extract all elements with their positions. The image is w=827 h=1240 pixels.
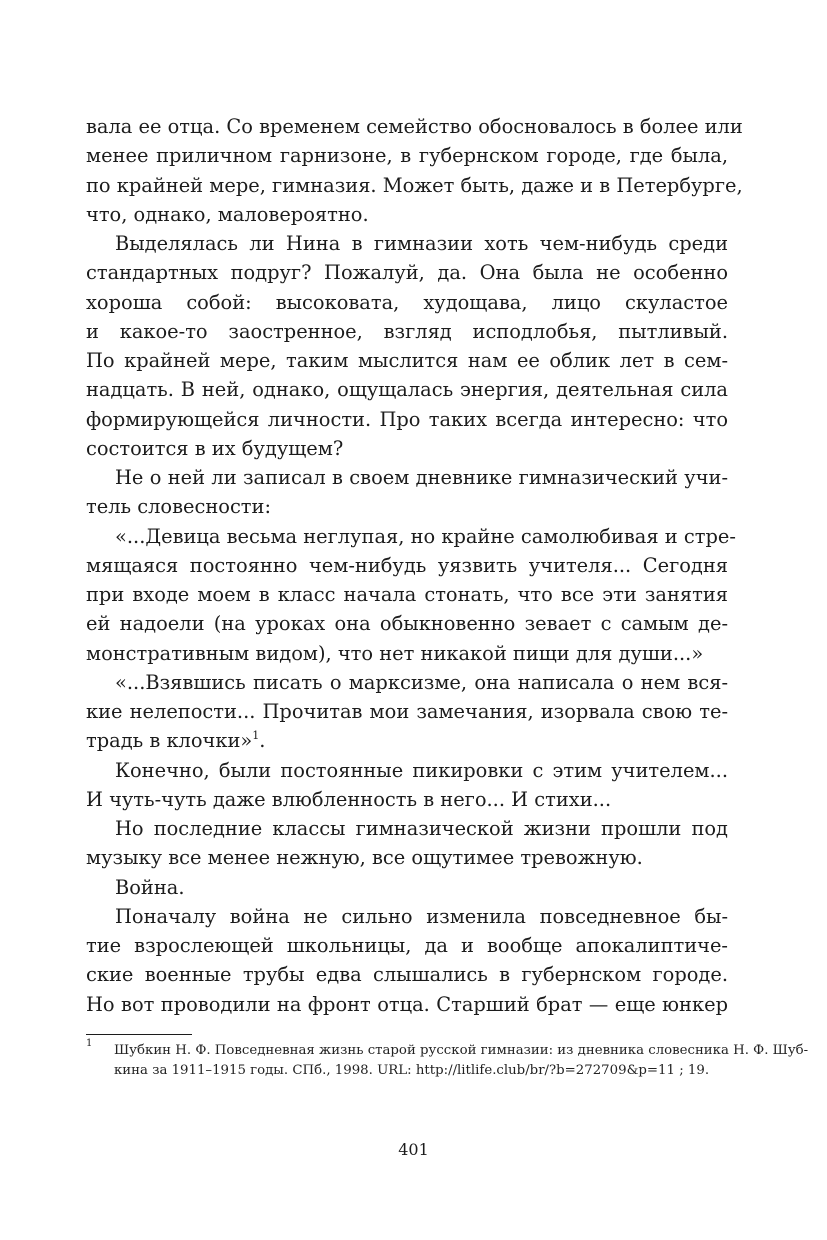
text-line: ские военные трубы едва слышались в губернском городе. — [86, 963, 728, 987]
text-line: состоится в их будущем? — [86, 436, 344, 460]
footnote-mark: 1 — [86, 1038, 93, 1049]
text-line: кие нелепости... Прочитав мои замечания, изорвала свою те- — [86, 700, 728, 723]
footnote-reference[interactable]: 1 — [252, 729, 260, 743]
main-text — [86, 112, 743, 1019]
text-line: Не о ней ли записал в своем дневнике гимназический учи- — [115, 466, 728, 489]
text-line: что, однако, маловероятно. — [86, 202, 369, 226]
text-line: «...Взявшись писать о марксизме, она написала о нем вся- — [115, 670, 728, 694]
text-line: при входе моем в класс начала стонать, что все эти занятия — [86, 583, 728, 606]
text-line: «...Девица весьма неглупая, но крайне самолюбивая и стре- — [115, 524, 736, 548]
text-line: мящаяся постоянно чем-нибудь уязвить учителя... Сегодня — [86, 553, 728, 577]
text-line: стандартных подруг? Пожалуй, да. Она была не особенно — [86, 261, 728, 285]
text-line: Конечно, были постоянные пикировки с этим учителем... — [115, 758, 728, 782]
text-line: и какое-то заостренное, взгляд исподлобья, пытливый. — [86, 319, 728, 343]
text-fragment: традь в клочки» — [86, 729, 253, 753]
text-line: Поначалу война не сильно изменила повседневное бы- — [115, 904, 728, 928]
text-line: по крайней мере, гимназия. Может быть, даже и в Петербурге, — [86, 173, 743, 197]
text-line: И чуть-чуть даже влюбленность в него... И стихи... — [86, 787, 612, 811]
footnote-divider — [86, 1034, 192, 1035]
text-line: По крайней мере, таким мыслится нам ее облик лет в сем- — [86, 349, 728, 372]
text-line-with-footnote-ref — [86, 726, 728, 755]
text-fragment: . — [259, 729, 266, 753]
text-line: вала ее отца. Со временем семейство обосновалось в более или — [86, 115, 743, 138]
text-line: монстративным видом), что нет никакой пищи для души...» — [86, 641, 704, 665]
text-line: надцать. В ней, однако, ощущалась энергия, деятельная сила — [86, 378, 728, 402]
text-line: хороша собой: высоковата, худощава, лицо скуластое — [86, 290, 728, 314]
footnote — [86, 1038, 809, 1081]
footnote-line: кина за 1911–1915 годы. СПб., 1998. URL: http://litlife.club/br/?b=272709&p=11 ; 19. — [114, 1063, 710, 1078]
text-line: музыку все менее нежную, все ощутимее тревожную. — [86, 846, 643, 870]
page-number: 401 — [398, 1140, 429, 1159]
text-line: Но последние классы гимназической жизни прошли под — [115, 817, 728, 840]
text-line: тие взрослеющей школьницы, да и вообще апокалиптиче- — [86, 934, 728, 957]
footnote-line: Шубкин Н. Ф. Повседневная жизнь старой русской гимназии: из дневника словесника Н. Ф. Шуб- — [114, 1043, 809, 1058]
text-line: Но вот проводили на фронт отца. Старший брат — еще юнкер — [86, 992, 728, 1016]
text-line: Война. — [115, 875, 185, 899]
text-line: ей надоели (на уроках она обыкновенно зевает с самым де- — [86, 612, 728, 636]
text-line: Выделялась ли Нина в гимназии хоть чем-нибудь среди — [115, 232, 728, 255]
text-line: формирующейся личности. Про таких всегда интересно: что — [86, 407, 728, 431]
text-line: тель словесности: — [86, 495, 271, 519]
text-line: менее приличном гарнизоне, в губернском городе, где была, — [86, 144, 728, 168]
